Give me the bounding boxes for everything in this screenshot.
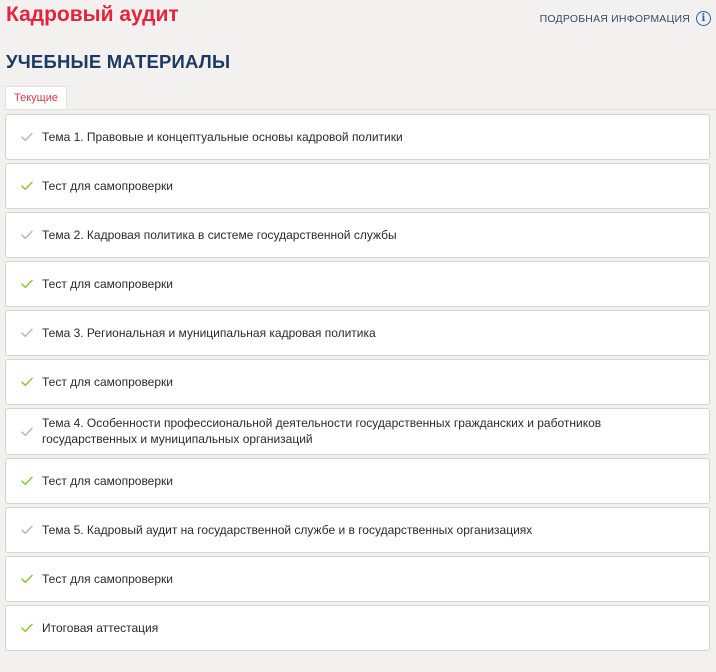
material-item[interactable] bbox=[5, 556, 710, 602]
more-info-label[interactable]: ПОДРОБНАЯ ИНФОРМАЦИЯ bbox=[539, 12, 690, 25]
material-item[interactable] bbox=[5, 605, 710, 651]
material-item-label[interactable]: Тема 4. Особенности профессиональной деятельности государственных гражданских и работников государственных и муниципальных организаций bbox=[42, 416, 602, 446]
checkmark-icon bbox=[19, 525, 35, 535]
material-item[interactable] bbox=[5, 310, 710, 356]
material-item[interactable] bbox=[5, 408, 710, 455]
material-item-label[interactable]: Тема 5. Кадровый аудит на государственной службе и в государственных организациях bbox=[42, 522, 533, 537]
checkmark-icon bbox=[19, 328, 35, 338]
material-item[interactable] bbox=[5, 163, 710, 209]
more-info-link[interactable] bbox=[540, 11, 711, 26]
material-item[interactable] bbox=[5, 261, 710, 307]
checkmark-icon bbox=[19, 377, 35, 387]
material-item-label[interactable]: Тест для самопроверки bbox=[42, 571, 173, 586]
checkmark-icon bbox=[19, 427, 35, 437]
checkmark-icon bbox=[19, 181, 35, 191]
checkmark-icon bbox=[19, 574, 35, 584]
material-item[interactable] bbox=[5, 359, 710, 405]
checkmark-icon bbox=[19, 476, 35, 486]
material-item-label[interactable]: Тест для самопроверки bbox=[42, 178, 173, 193]
material-item-label[interactable]: Тест для самопроверки bbox=[42, 473, 173, 488]
material-item[interactable] bbox=[5, 507, 710, 553]
material-item-label[interactable]: Итоговая аттестация bbox=[42, 620, 159, 635]
material-item-label[interactable]: Тема 3. Региональная и муниципальная кадровая политика bbox=[42, 325, 376, 340]
checkmark-icon bbox=[19, 230, 35, 240]
material-item-label[interactable]: Тест для самопроверки bbox=[42, 276, 173, 291]
info-circle-icon[interactable]: i bbox=[696, 11, 711, 26]
checkmark-icon bbox=[19, 623, 35, 633]
material-item-label[interactable]: Тема 1. Правовые и концептуальные основы кадровой политики bbox=[42, 129, 403, 144]
material-item[interactable] bbox=[5, 458, 710, 504]
checkmark-icon bbox=[19, 279, 35, 289]
tab-current[interactable]: Текущие bbox=[5, 86, 67, 109]
material-item[interactable] bbox=[5, 114, 710, 160]
material-item-label[interactable]: Тест для самопроверки bbox=[42, 374, 173, 389]
section-title: УЧЕБНЫЕ МАТЕРИАЛЫ bbox=[6, 51, 231, 72]
checkmark-icon bbox=[19, 132, 35, 142]
course-title: Кадровый аудит bbox=[6, 3, 179, 26]
material-item-label[interactable]: Тема 2. Кадровая политика в системе государственной службы bbox=[42, 227, 397, 242]
material-item[interactable] bbox=[5, 212, 710, 258]
materials-list bbox=[5, 114, 710, 654]
tab-bar bbox=[5, 86, 716, 110]
